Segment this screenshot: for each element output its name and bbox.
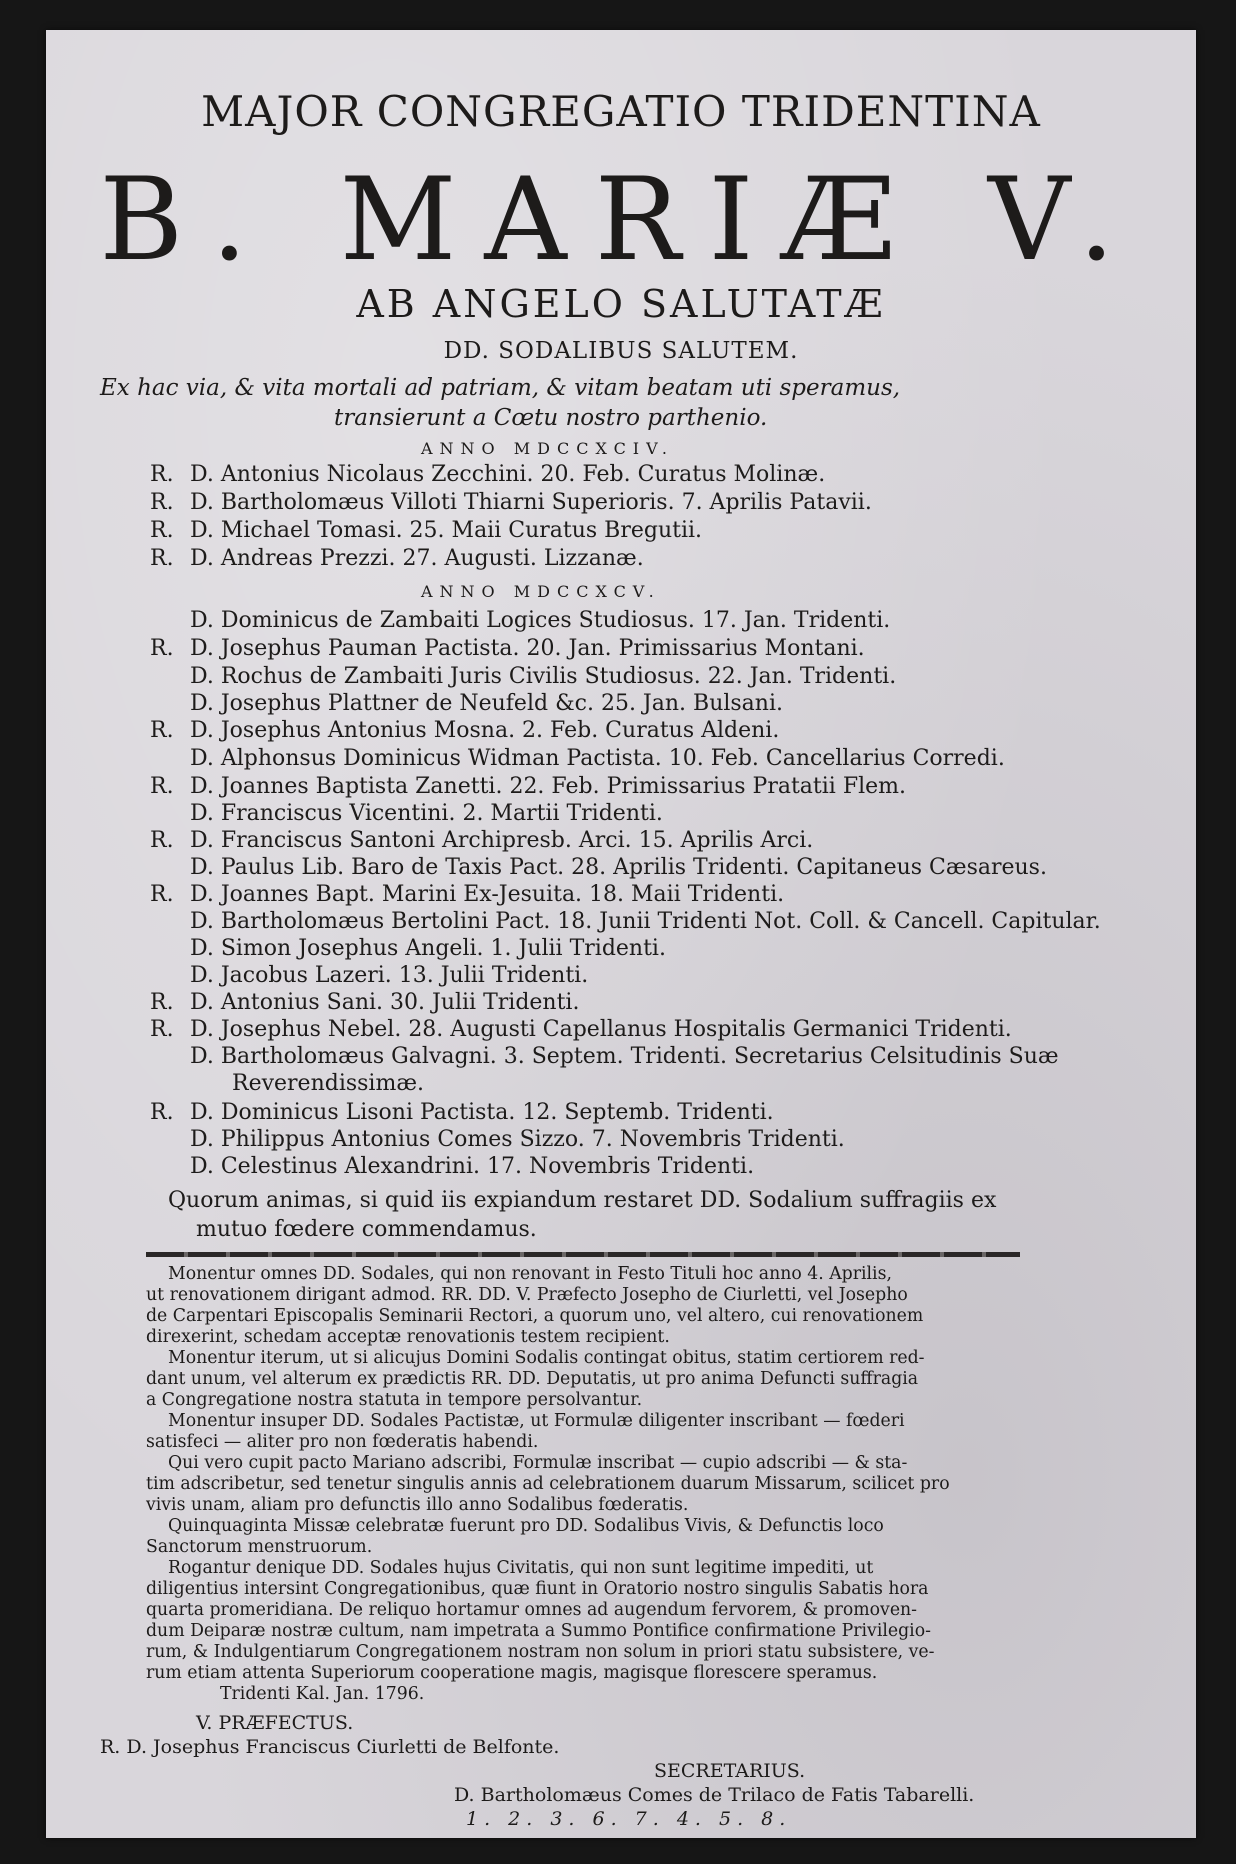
entry-text: D. Bartholomæus Bertolini Pact. 18. Junii Tridenti Not. Coll. & Cancell. Capitular. [190,909,1101,934]
intro-line-1: Ex hac via, & vita mortali ad patriam, & vitam beatam uti speramus, [100,375,901,401]
rd-prefix: R. [150,718,174,743]
notice-line: a Congregatione nostra statuta in tempore persolvantur. [146,1390,643,1410]
notice-line: ut renovationem dirigant admod. RR. DD. V. Præfecto Josepho de Ciurletti, vel Josepho [146,1285,908,1305]
entry-text: D. Franciscus Santoni Archipresb. Arci. 15. Aprilis Arci. [190,828,814,853]
quorum-line-1: Quorum animas, si quid iis expiandum restaret DD. Sodalium suffragiis ex [168,1188,997,1213]
secretary-name: D. Bartholomæus Comes de Trilaco de Fatis Tabarelli. [454,1784,975,1806]
notice-line: Rogantur denique DD. Sodales hujus Civitatis, qui non sunt legitime impediti, ut [168,1558,874,1578]
entry-text: D. Andreas Prezzi. 27. Augusti. Lizzanæ. [190,546,644,571]
entry-text: D. Dominicus de Zambaiti Logices Studiosus. 17. Jan. Tridenti. [190,608,891,633]
notice-line: rum etiam attenta Superiorum cooperatione magis, magisque florescere speramus. [146,1663,878,1683]
entry-text: D. Bartholomæus Villoti Thiarni Superioris. 7. Aprilis Patavii. [190,490,872,515]
entry-text: D. Antonius Nicolaus Zecchini. 20. Feb. Curatus Molinæ. [190,462,826,487]
entry-text: D. Josephus Pauman Pactista. 20. Jan. Primissarius Montani. [190,636,865,661]
rd-prefix: R. [150,462,174,487]
list-item [150,1044,1059,1069]
list-item [150,909,1101,934]
list-item [150,518,702,543]
title-line-4: DD. SODALIBUS SALUTEM. [443,338,799,364]
rd-prefix: R. [150,546,174,571]
list-item [150,664,896,689]
list-item [150,855,1047,880]
list-item [150,963,588,988]
notice-line: diligentius intersint Congregationibus, quæ fiunt in Oratorio nostro singulis Sabatis hora [146,1579,929,1599]
notice-line: satisfeci — aliter pro non fœderatis habendi. [146,1432,539,1452]
entry-text: D. Rochus de Zambaiti Juris Civilis Studiosus. 22. Jan. Tridenti. [190,664,897,689]
notice-line: tim adscribetur, sed tenetur singulis annis ad celebrationem duarum Missarum, scilicet pro [146,1474,950,1494]
entry-text: D. Simon Josephus Angeli. 1. Julii Tridenti. [190,936,666,961]
rd-prefix: R. [150,490,174,515]
year-heading-1794: ANNO MDCCXCIV. [421,439,674,458]
list-item [150,608,890,633]
list-item [150,1127,845,1152]
entry-text: D. Joannes Baptista Zanetti. 22. Feb. Primissarius Pratatii Flem. [190,774,906,799]
entry-text: D. Dominicus Lisoni Pactista. 12. Septemb. Tridenti. [190,1100,774,1125]
prefect-name: R. D. Josephus Franciscus Ciurletti de Belfonte. [100,1736,560,1758]
title-line-3: AB ANGELO SALUTATÆ [356,282,886,326]
entry-text: D. Philippus Antonius Comes Sizzo. 7. Novembris Tridenti. [190,1127,845,1152]
notice-line: direxerint, schedam acceptæ renovationis testem recipient. [146,1327,670,1347]
entry-text: D. Jacobus Lazeri. 13. Julii Tridenti. [190,963,589,988]
rd-prefix: R. [150,1017,174,1042]
list-item [150,718,779,743]
notice-line: dum Deiparæ nostræ cultum, nam impetrata a Summo Pontifice confirmatione Privilegio- [146,1621,931,1641]
list-item [150,462,825,487]
secretary-title: SECRETARIUS. [654,1760,806,1782]
title-line-1: MAJOR CONGREGATIO TRIDENTINA [201,87,1041,136]
year-heading-1795: ANNO MDCCXCV. [421,582,661,601]
entry-text: D. Michael Tomasi. 25. Maii Curatus Bregutii. [190,518,703,543]
handwritten-numbers: 1. 2. 3. 6. 7. 4. 5. 8. [466,1808,792,1830]
prefect-title: V. PRÆFECTUS. [196,1712,354,1734]
broadsheet [46,30,1196,1838]
rd-prefix: R. [150,518,174,543]
divider-rule [146,1252,1020,1257]
list-item [150,1100,774,1125]
list-item-continuation: Reverendissimæ. [232,1071,425,1096]
entry-text: D. Josephus Antonius Mosna. 2. Feb. Curatus Aldeni. [190,718,780,743]
notice-line: quarta promeridiana. De reliquo hortamur omnes ad augendum fervorem, & promoven- [146,1600,918,1620]
list-item [150,490,872,515]
title-line-2: B. MARIÆ V. [99,153,1143,286]
list-item [150,636,865,661]
rd-prefix: R. [150,828,174,853]
notice-line: vivis unam, aliam pro defunctis illo anno Sodalibus fœderatis. [146,1495,689,1515]
rd-prefix: R. [150,990,174,1015]
intro-line-2: transierunt a Cœtu nostro parthenio. [334,405,768,431]
entry-text: D. Josephus Plattner de Neufeld &c. 25. Jan. Bulsani. [190,691,784,716]
list-item [150,774,906,799]
entry-text: D. Celestinus Alexandrini. 17. Novembris Tridenti. [190,1154,755,1179]
quorum-line-2: mutuo fœdere commendamus. [196,1217,537,1242]
notice-line: Qui vero cupit pacto Mariano adscribi, Formulæ inscribat — cupio adscribi — & sta- [168,1453,908,1473]
list-item [150,1017,1012,1042]
notice-line: Monentur omnes DD. Sodales, qui non renovant in Festo Tituli hoc anno 4. Aprilis, [168,1264,892,1284]
list-item [150,546,644,571]
notice-line: rum, & Indulgentiarum Congregationem nostram non solum in priori statu subsistere, ve- [146,1642,935,1662]
list-item [150,882,784,907]
notice-line: Quinquaginta Missæ celebratæ fuerunt pro DD. Sodalibus Vivis, & Defunctis loco [168,1516,884,1536]
notice-line: Sanctorum menstruorum. [146,1537,373,1557]
rd-prefix: R. [150,636,174,661]
rd-prefix: R. [150,774,174,799]
entry-text: D. Paulus Lib. Baro de Taxis Pact. 28. Aprilis Tridenti. Capitaneus Cæsareus. [190,855,1047,880]
list-item [150,936,666,961]
notice-line: dant unum, vel alterum ex prædictis RR. DD. Deputatis, ut pro anima Defuncti suffragia [146,1369,919,1389]
list-item [150,801,663,826]
notice-line: Monentur insuper DD. Sodales Pactistæ, ut Formulæ diligenter inscribant — fœderi [168,1411,905,1431]
entry-text: D. Bartholomæus Galvagni. 3. Septem. Tridenti. Secretarius Celsitudinis Suæ [190,1044,1059,1069]
rd-prefix: R. [150,882,174,907]
notice-date: Tridenti Kal. Jan. 1796. [220,1684,425,1704]
list-item [150,1154,754,1179]
rd-prefix: R. [150,1100,174,1125]
notice-line: de Carpentari Episcopalis Seminarii Rectori, a quorum uno, vel altero, cui renovationem [146,1306,924,1326]
entry-text: D. Alphonsus Dominicus Widman Pactista. 10. Feb. Cancellarius Corredi. [190,746,1005,771]
entry-text: D. Josephus Nebel. 28. Augusti Capellanus Hospitalis Germanici Tridenti. [190,1017,1012,1042]
entry-text: D. Antonius Sani. 30. Julii Tridenti. [190,990,580,1015]
list-item [150,990,579,1015]
list-item [150,746,1005,771]
list-item [150,691,783,716]
entry-text: D. Franciscus Vicentini. 2. Martii Tridenti. [190,801,663,826]
notice-line: Monentur iterum, ut si alicujus Domini Sodalis contingat obitus, statim certiorem red- [168,1348,925,1368]
entry-text: D. Joannes Bapt. Marini Ex-Jesuita. 18. Maii Tridenti. [190,882,785,907]
list-item [150,828,813,853]
